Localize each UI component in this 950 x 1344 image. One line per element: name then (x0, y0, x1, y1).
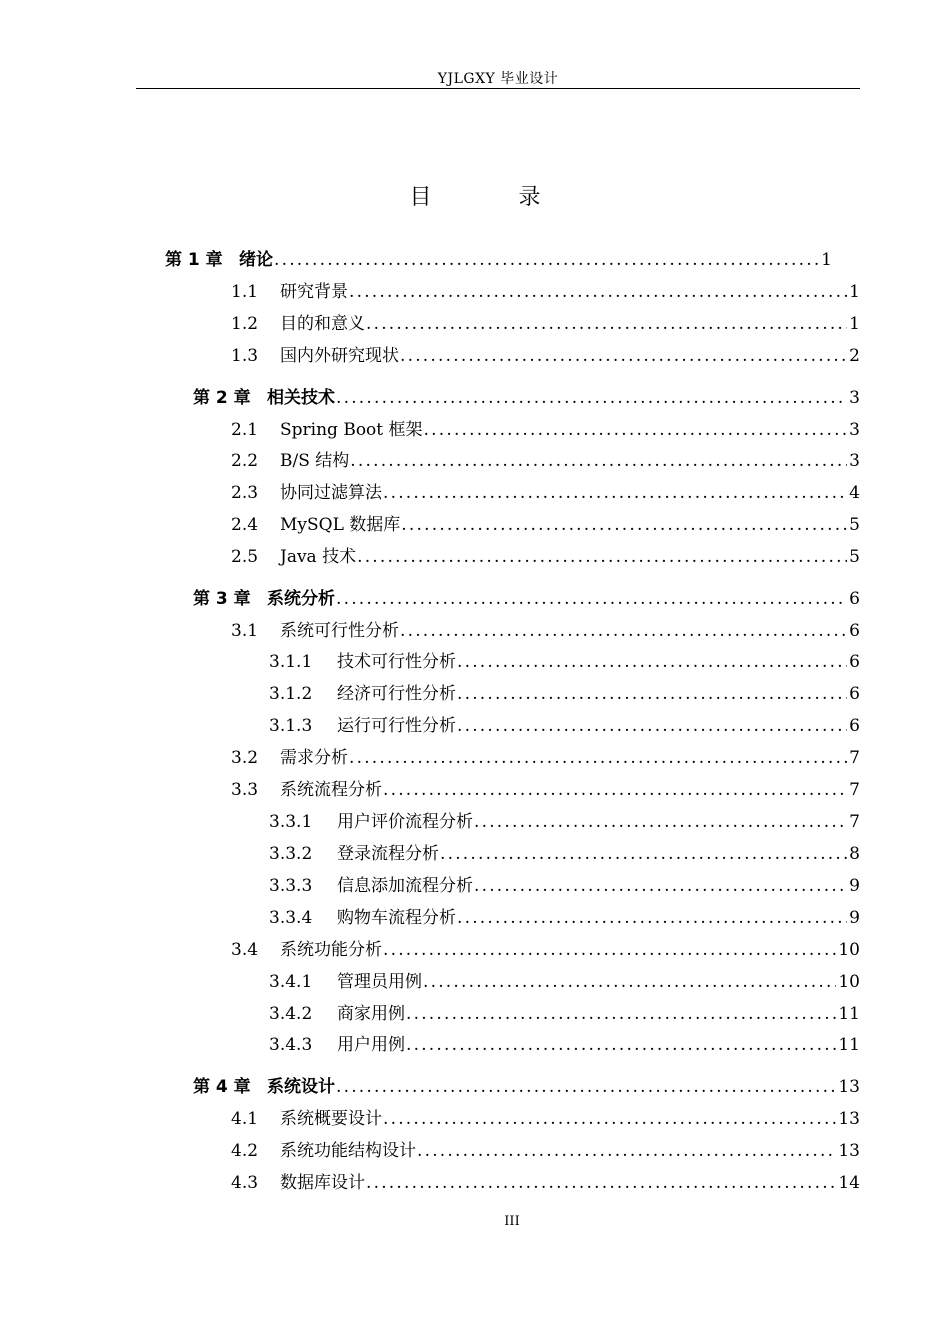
toc-entry-title: 数据库设计 (280, 1173, 365, 1193)
toc-entry-4-2[interactable] (231, 1140, 860, 1162)
toc-entry-number: 2.5 (231, 547, 259, 567)
toc-entry-2-3[interactable] (231, 482, 860, 504)
toc-entry-number: 第 3 章 (193, 589, 251, 609)
dot-leader (417, 1140, 836, 1162)
toc-entry-2-2[interactable] (231, 450, 860, 472)
dot-leader (423, 971, 836, 993)
toc-entry-title: 相关技术 (267, 388, 335, 408)
toc-entry-number: 3.1.3 (269, 716, 313, 736)
toc-entry-3-2[interactable] (231, 747, 860, 769)
toc-entry-3-4-1[interactable] (269, 971, 860, 993)
toc-entry-3-3-3[interactable] (269, 875, 860, 897)
toc-entry-number: 4.1 (231, 1109, 259, 1129)
dot-leader (406, 1003, 836, 1025)
dot-leader (474, 811, 847, 833)
toc-entry-title: 用户用例 (337, 1035, 405, 1055)
toc-entry-3-4-2[interactable] (269, 1003, 860, 1025)
toc-entry-page: 14 (838, 1173, 860, 1193)
toc-entry-title: 系统概要设计 (280, 1109, 382, 1129)
dot-leader (401, 514, 847, 536)
toc-entry-title: 目的和意义 (280, 314, 365, 334)
toc-entry-chapter-1[interactable] (165, 249, 860, 271)
dot-leader (336, 1076, 836, 1098)
toc-entry-number: 2.1 (231, 420, 259, 440)
toc-entry-3-1[interactable] (231, 620, 860, 642)
toc-entry-number: 第 4 章 (193, 1077, 251, 1097)
toc-entry-page: 6 (849, 716, 860, 736)
toc-entry-3-3-2[interactable] (269, 843, 860, 865)
toc-entry-page: 11 (838, 1004, 860, 1024)
toc-entry-number: 1.3 (231, 346, 259, 366)
dot-leader (383, 939, 836, 961)
toc-entry-page: 10 (838, 972, 860, 992)
toc-entry-number: 3.2 (231, 748, 259, 768)
toc-entry-3-3-4[interactable] (269, 907, 860, 929)
toc-entry-2-1[interactable] (231, 419, 860, 441)
toc-entry-chapter-3[interactable] (193, 588, 860, 610)
toc-entry-title: 购物车流程分析 (337, 908, 456, 928)
dot-leader (349, 747, 847, 769)
toc-entry-title: 研究背景 (280, 282, 348, 302)
toc-entry-page: 13 (838, 1141, 860, 1161)
dot-leader (336, 387, 847, 409)
toc-entry-title: 管理员用例 (337, 972, 422, 992)
toc-entry-title: 信息添加流程分析 (337, 876, 473, 896)
toc-entry-number: 3.3 (231, 780, 259, 800)
toc-entry-page: 13 (838, 1109, 860, 1129)
toc-entry-page: 7 (849, 780, 860, 800)
dot-leader (336, 588, 847, 610)
toc-entry-number: 3.3.4 (269, 908, 313, 928)
toc-entry-page: 1 (849, 314, 860, 334)
dot-leader (457, 715, 847, 737)
toc-entry-number: 4.3 (231, 1173, 259, 1193)
toc-entry-number: 3.1 (231, 621, 259, 641)
toc-entry-number: 1.1 (231, 282, 259, 302)
toc-entry-number: 3.4.2 (269, 1004, 313, 1024)
toc-entry-title: 技术可行性分析 (337, 652, 456, 672)
toc-entry-title: 系统设计 (267, 1077, 335, 1097)
dot-leader (457, 907, 847, 929)
dot-leader (400, 620, 847, 642)
toc-entry-3-1-3[interactable] (269, 715, 860, 737)
toc-entry-1-3[interactable] (231, 345, 860, 367)
toc-entry-title: 系统可行性分析 (280, 621, 399, 641)
toc-entry-title: B/S 结构 (280, 451, 350, 471)
toc-entry-title: 系统功能分析 (280, 940, 382, 960)
toc-entry-3-1-2[interactable] (269, 683, 860, 705)
dot-leader (366, 1172, 836, 1194)
toc-entry-3-3-1[interactable] (269, 811, 860, 833)
toc-entry-title: 协同过滤算法 (280, 483, 382, 503)
toc-entry-page: 3 (849, 420, 860, 440)
toc-entry-page: 5 (849, 547, 860, 567)
toc-entry-page: 3 (849, 451, 860, 471)
toc-entry-page: 1 (849, 282, 860, 302)
toc-entry-page: 8 (849, 844, 860, 864)
toc-entry-title: 登录流程分析 (337, 844, 439, 864)
toc-entry-1-1[interactable] (231, 281, 860, 303)
toc-entry-number: 第 1 章 (165, 250, 223, 270)
dot-leader (366, 313, 847, 335)
toc-entry-page: 6 (849, 684, 860, 704)
toc-entry-chapter-4[interactable] (193, 1076, 860, 1098)
toc-entry-number: 4.2 (231, 1141, 259, 1161)
toc-entry-title: 运行可行性分析 (337, 716, 456, 736)
toc-entry-number: 2.3 (231, 483, 259, 503)
toc-entry-title: 国内外研究现状 (280, 346, 399, 366)
toc-title: 目 录 (409, 185, 581, 210)
toc-entry-chapter-2[interactable] (193, 387, 860, 409)
toc-entry-title: 系统分析 (267, 589, 335, 609)
toc-entry-title: 商家用例 (337, 1004, 405, 1024)
toc-entry-number: 3.4.1 (269, 972, 313, 992)
dot-leader (440, 843, 847, 865)
toc-entry-title: 经济可行性分析 (337, 684, 456, 704)
toc-entry-number: 2.2 (231, 451, 259, 471)
toc-entry-page: 10 (838, 940, 860, 960)
dot-leader (457, 683, 847, 705)
toc-entry-title: 需求分析 (280, 748, 348, 768)
toc-entry-number: 3.1.1 (269, 652, 313, 672)
toc-entry-title: 系统流程分析 (280, 780, 382, 800)
toc-entry-3-4-3[interactable] (269, 1034, 860, 1056)
toc-entry-page: 1 (821, 250, 832, 270)
dot-leader (457, 651, 847, 673)
toc-entry-title: 绪论 (239, 250, 273, 270)
dot-leader (357, 546, 847, 568)
toc-entry-number: 1.2 (231, 314, 259, 334)
toc-entry-page: 3 (849, 388, 860, 408)
dot-leader (383, 1108, 836, 1130)
toc-entry-number: 3.3.2 (269, 844, 313, 864)
toc-entry-number: 3.1.2 (269, 684, 313, 704)
toc-entry-number: 3.4.3 (269, 1035, 313, 1055)
toc-entry-page: 7 (849, 748, 860, 768)
toc-entry-3-1-1[interactable] (269, 651, 860, 673)
dot-leader (424, 419, 848, 441)
toc-entry-page: 6 (849, 621, 860, 641)
toc-entry-page: 9 (849, 908, 860, 928)
toc-entry-page: 5 (849, 515, 860, 535)
toc-entry-4-1[interactable] (231, 1108, 860, 1130)
dot-leader (349, 281, 847, 303)
toc-entry-3-3[interactable] (231, 779, 860, 801)
toc-entry-page: 6 (849, 589, 860, 609)
dot-leader (400, 345, 847, 367)
toc-entry-4-3[interactable] (231, 1172, 860, 1194)
toc-entry-2-4[interactable] (231, 514, 860, 536)
dot-leader (274, 249, 819, 271)
toc-entry-1-2[interactable] (231, 313, 860, 335)
toc-entry-title: Java 技术 (280, 547, 357, 567)
toc-entry-2-5[interactable] (231, 546, 860, 568)
dot-leader (474, 875, 847, 897)
toc-entry-number: 3.3.1 (269, 812, 313, 832)
dot-leader (350, 450, 847, 472)
toc-entry-title: 用户评价流程分析 (337, 812, 473, 832)
dot-leader (383, 779, 847, 801)
page-number: III (504, 1214, 520, 1229)
toc-entry-title: 系统功能结构设计 (280, 1141, 416, 1161)
toc-entry-number: 3.3.3 (269, 876, 313, 896)
toc-entry-page: 11 (838, 1035, 860, 1055)
dot-leader (406, 1034, 836, 1056)
toc-entry-page: 9 (849, 876, 860, 896)
toc-entry-page: 4 (849, 483, 860, 503)
toc-entry-number: 3.4 (231, 940, 259, 960)
toc-entry-page: 2 (849, 346, 860, 366)
toc-entry-page: 6 (849, 652, 860, 672)
dot-leader (383, 482, 847, 504)
toc-entry-number: 第 2 章 (193, 388, 251, 408)
toc-entry-page: 7 (849, 812, 860, 832)
toc-entry-title: MySQL 数据库 (280, 515, 401, 535)
toc-entry-page: 13 (838, 1077, 860, 1097)
toc-entry-3-4[interactable] (231, 939, 860, 961)
page-header: YJLGXY 毕业设计 (437, 71, 559, 87)
toc-entry-number: 2.4 (231, 515, 259, 535)
toc-entry-title: Spring Boot 框架 (280, 420, 423, 440)
